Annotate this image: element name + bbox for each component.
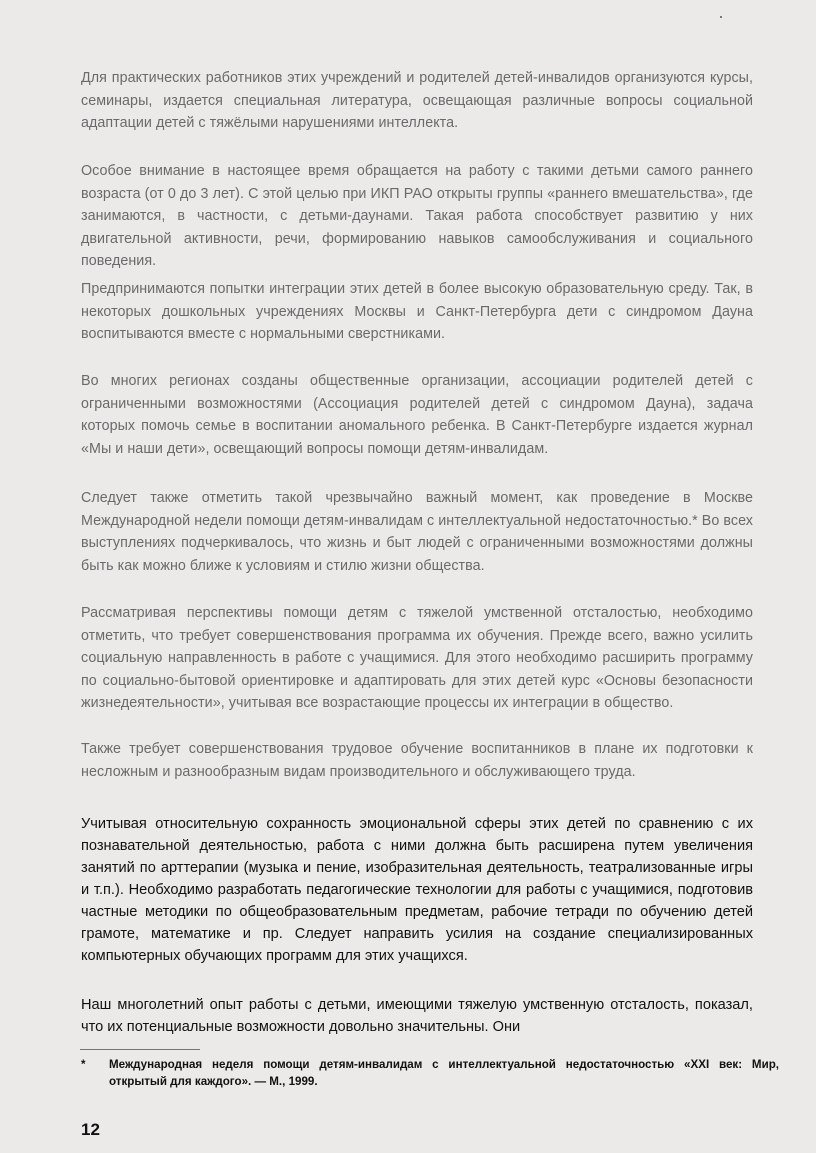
footnote-mark: *: [81, 1058, 86, 1071]
paragraph-6: Рассматривая перспективы помощи детям с тяжелой умственной отсталостью, необходимо отметить, что требует совершенствования программа их обучения. Прежде всего, важно усилить социальную направленность в работе с учащимися. Для этого необходимо расширить программу по социально-бытовой ориентировке и адаптировать для этих детей курс «Основы безопасности жизнедеятельности», учитывая все возрастающие процессы их интеграции в общество.: [81, 605, 753, 712]
page-number: 12: [81, 1120, 100, 1139]
overlay-paragraph-1: Учитывая относительную сохранность эмоциональной сферы этих детей по сравнению с их познавательной деятельностью, работа с ними должна быть расширена путем увеличения занятий по арттерапии (музыка и пение, изобразительная деятельность, театрализованные игры и т.п.). Необходимо разработать педагогические технологии для работы с учащимися, подготовив частные методики по общеобразовательным предметам, рабочие тетради по обучению детей грамоте, математике и пр. Следует направить усилия на создание специализированных компьютерных обучающих программ для этих учащихся.: [81, 816, 753, 964]
paragraph-2: Особое внимание в настоящее время обращается на работу с такими детьми самого раннего возраста (от 0 до 3 лет). С этой целью при ИКП РАО открыты группы «раннего вмешательства», где занимаются, в частности, с детьми-даунами. Такая работа способствует развитию у них двигательной активности, речи, формированию навыков самообслуживания и социального поведения.: [81, 163, 753, 270]
paragraph-4: Во многих регионах созданы общественные организации, ассоциации родителей детей с ограниченными возможностями (Ассоциация родителей детей с синдромом Дауна), задача которых помочь семье в воспитании аномального ребенка. В Санкт-Петербурге издается журнал «Мы и наши дети», освещающий вопросы помощи детям-инвалидам.: [81, 373, 753, 457]
paragraph-5: Следует также отметить такой чрезвычайно важный момент, как проведение в Москве Международной недели помощи детям-инвалидам с интеллектуальной недостаточностью.* Во всех выступлениях подчеркивалось, что жизнь и быт людей с ограниченными возможностями должны быть как можно ближе к условиям и стилю жизни общества.: [81, 490, 753, 574]
footnote-text: Международная неделя помощи детям-инвалидам с интеллектуальной недостаточностью «XXI век: Мир, открытый для каждого». — М., 1999.: [109, 1058, 779, 1088]
footnote: [81, 1056, 779, 1090]
paragraph-7: Также требует совершенствования трудовое обучение воспитанников в плане их подготовки к несложным и разнообразным видам производительного и обслуживающего труда.: [81, 741, 753, 780]
scan-speck: [720, 16, 722, 18]
overlay-paragraph-2: Наш многолетний опыт работы с детьми, имеющими тяжелую умственную отсталость, показал, что их потенциальные возможности довольно значительны. Они: [81, 997, 753, 1035]
footnote-divider: [80, 1049, 200, 1050]
paragraph-3: Предпринимаются попытки интеграции этих детей в более высокую образовательную среду. Так, в некоторых дошкольных учреждениях Москвы и Санкт-Петербурга дети с синдромом Дауна воспитываются вместе с нормальными сверстниками.: [81, 281, 753, 343]
paragraph-1: Для практических работников этих учреждений и родителей детей-инвалидов организуются курсы, семинары, издается специальная литература, освещающая различные вопросы социальной адаптации детей с тяжёлыми нарушениями интеллекта.: [81, 70, 753, 132]
